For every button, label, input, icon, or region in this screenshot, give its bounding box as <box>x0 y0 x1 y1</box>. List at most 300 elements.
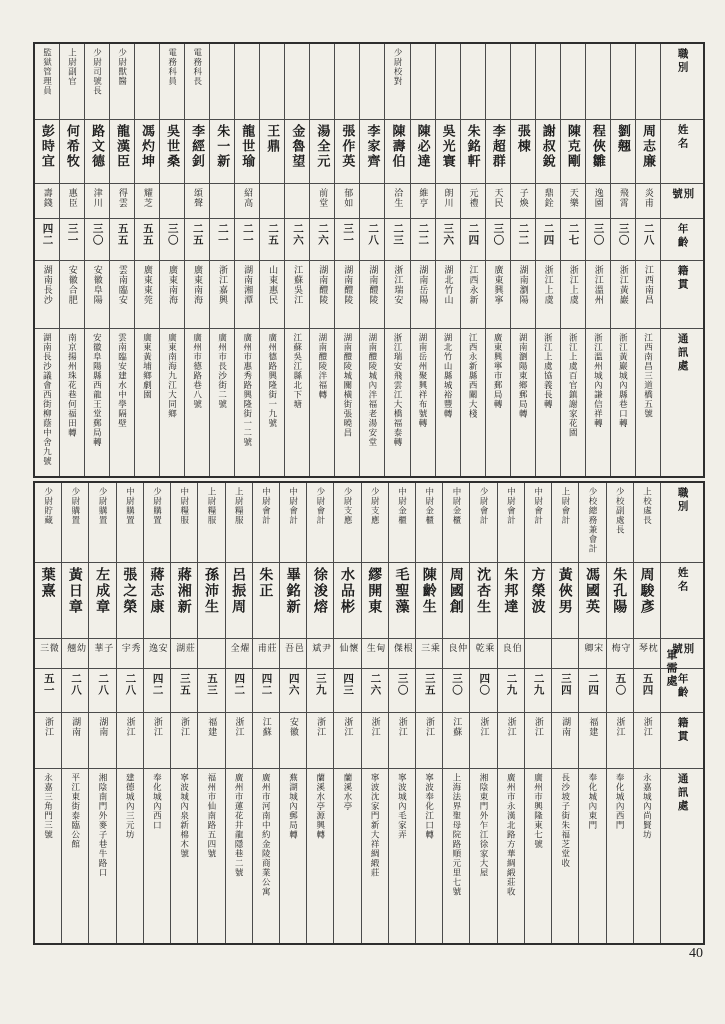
person-column <box>611 44 636 476</box>
person-title: 少尉購置 <box>152 487 163 525</box>
person-title: 少校總務兼會計 <box>588 487 599 554</box>
person-address: 福州市仙南路五四號 <box>206 773 217 859</box>
person-alias: 朗川 <box>443 188 454 208</box>
person-age-cell <box>307 669 333 713</box>
person-title-cell <box>498 483 524 563</box>
person-column <box>285 44 310 476</box>
person-title-cell <box>636 44 660 120</box>
person-age-cell <box>634 669 660 713</box>
person-age: 二八 <box>124 673 137 696</box>
person-title-cell <box>260 44 284 120</box>
person-name: 王鼎 <box>265 124 281 154</box>
person-column <box>307 483 334 943</box>
person-address-cell <box>185 329 209 476</box>
person-column <box>210 44 235 476</box>
person-age: 三五 <box>178 673 191 696</box>
person-age: 三〇 <box>592 223 605 246</box>
person-address: 廣州市德路巷八號 <box>192 333 203 409</box>
person-address: 寧波沈家門新大祥綢緞莊 <box>370 773 381 878</box>
person-alias-cell <box>579 639 605 669</box>
person-alias: 洽生 <box>393 188 404 208</box>
person-name-cell <box>307 563 333 639</box>
person-address: 廣州市興隆東七號 <box>533 773 544 849</box>
person-age: 二八 <box>69 673 82 696</box>
person-address-cell <box>634 769 660 943</box>
person-alias-cell <box>253 639 279 669</box>
person-age-cell <box>461 219 485 261</box>
person-alias: 乘三 <box>420 643 440 653</box>
person-name: 何希牧 <box>64 124 80 169</box>
person-native-cell <box>135 261 159 329</box>
person-column <box>253 483 280 943</box>
person-native-cell <box>470 713 496 769</box>
person-address: 浙江上虞百官鎮謝家花園 <box>568 333 579 438</box>
person-title-cell <box>226 483 252 563</box>
person-name-cell <box>110 120 134 184</box>
person-address-cell <box>160 329 184 476</box>
person-column <box>144 483 171 943</box>
person-column <box>586 44 611 476</box>
person-alias-cell <box>310 184 334 219</box>
person-title: 中尉會計 <box>506 487 517 525</box>
person-age-cell <box>552 669 578 713</box>
person-address: 廣州市長沙街二號 <box>217 333 228 409</box>
person-native-cell <box>634 713 660 769</box>
person-address-cell <box>62 769 88 943</box>
person-alias-cell <box>486 184 510 219</box>
person-age-cell <box>144 669 170 713</box>
person-name: 李經釗 <box>190 124 206 169</box>
person-native: 湖南醴陵 <box>343 265 354 305</box>
person-address: 湖南岳州聚興祥布號轉 <box>418 333 429 428</box>
person-title: 少尉購置 <box>70 487 81 525</box>
person-age: 四六 <box>287 673 300 696</box>
person-native: 湖南瀏陽 <box>518 265 529 305</box>
person-native-cell <box>362 713 388 769</box>
person-alias: 元禮 <box>468 188 479 208</box>
person-age-cell <box>280 669 306 713</box>
person-name-cell <box>360 120 384 184</box>
person-address: 寧波城內泉新棉木號 <box>179 773 190 859</box>
person-alias-cell <box>461 184 485 219</box>
person-name: 左成章 <box>95 567 112 615</box>
person-title-cell <box>89 483 115 563</box>
row-label-name <box>661 120 703 184</box>
person-name: 畢銘新 <box>285 567 302 615</box>
person-alias: 頌聲 <box>192 188 203 208</box>
person-name: 陳必達 <box>415 124 431 169</box>
person-name: 水品彬 <box>340 567 357 615</box>
label-alias-text: 別號 <box>671 643 695 657</box>
person-column <box>525 483 552 943</box>
person-address-cell <box>611 329 635 476</box>
person-title-cell <box>335 44 359 120</box>
person-name: 毛聖藻 <box>394 567 411 615</box>
person-age-cell <box>285 219 309 261</box>
person-age: 三九 <box>314 673 327 696</box>
label-address-text: 通訊處 <box>676 773 689 814</box>
person-name: 葉熹 <box>40 567 57 599</box>
person-column <box>280 483 307 943</box>
person-title: 中尉金櫃 <box>451 487 462 525</box>
person-address: 平江東街泰臨公館 <box>70 773 81 849</box>
person-address: 湖南醴陵城內泮福老湯安堂 <box>367 333 378 447</box>
person-alias: 邑吾 <box>284 643 304 653</box>
person-title-cell <box>210 44 234 120</box>
label-age-text: 年齡 <box>676 673 689 700</box>
person-title-cell <box>634 483 660 563</box>
person-native-cell <box>498 713 524 769</box>
person-name-cell <box>280 563 306 639</box>
person-alias-cell <box>436 184 460 219</box>
person-name: 朱邦達 <box>503 567 520 615</box>
person-native-cell <box>307 713 333 769</box>
page-number: 40 <box>689 946 703 961</box>
person-address-cell <box>636 329 660 476</box>
person-column <box>461 44 486 476</box>
person-alias-cell <box>185 184 209 219</box>
person-address: 奉化城內西口 <box>152 773 163 830</box>
person-address-cell <box>35 769 61 943</box>
person-address: 廣州市永漢北路方華綢緞莊收 <box>506 773 517 897</box>
person-title-cell <box>389 483 415 563</box>
person-name-cell <box>636 120 660 184</box>
person-native: 廣東興寧 <box>493 265 504 305</box>
person-address-cell <box>360 329 384 476</box>
person-age-cell <box>561 219 585 261</box>
person-alias-cell <box>160 184 184 219</box>
person-alias: 秀宇 <box>120 643 141 653</box>
person-title-cell <box>536 44 560 120</box>
person-alias: 根傑 <box>392 643 413 653</box>
row-label-address <box>661 769 703 943</box>
roster-table-top <box>33 42 705 478</box>
person-name-cell <box>144 563 170 639</box>
person-native: 江西南昌 <box>643 265 654 305</box>
person-alias-cell <box>411 184 435 219</box>
person-title-cell <box>385 44 409 120</box>
person-native-cell <box>586 261 610 329</box>
person-address-cell <box>280 769 306 943</box>
person-age-cell <box>235 219 259 261</box>
person-alias-cell <box>117 639 143 669</box>
person-age: 二五 <box>191 223 204 246</box>
person-address-cell <box>561 329 585 476</box>
person-address-cell <box>511 329 535 476</box>
person-alias: 子華 <box>93 643 114 653</box>
person-native: 福建 <box>588 717 599 737</box>
person-native: 浙江 <box>506 717 517 737</box>
person-age-cell <box>579 669 605 713</box>
person-age-cell <box>198 669 224 713</box>
section-label-quartermaster: 軍需處 <box>665 649 677 688</box>
person-address: 江西永新縣西關大棧 <box>468 333 479 419</box>
person-column <box>335 44 360 476</box>
person-native: 湖南湘潭 <box>243 265 254 305</box>
person-name: 馮國英 <box>585 567 601 615</box>
person-native-cell <box>110 261 134 329</box>
person-address-cell <box>210 329 234 476</box>
person-age-cell <box>210 219 234 261</box>
person-native: 浙江 <box>397 717 408 737</box>
person-address: 蘭溪水亭源興轉 <box>315 773 326 840</box>
person-address: 永嘉城內尚賢坊 <box>642 773 653 840</box>
person-column <box>636 44 661 476</box>
person-title: 上校處長 <box>642 487 653 525</box>
person-alias-cell <box>260 184 284 219</box>
person-alias: 逸園 <box>593 188 604 208</box>
roster-table-bottom <box>33 481 705 945</box>
person-title-cell <box>607 483 633 563</box>
person-address: 湖南長沙議會西街柳蔭中舍九號 <box>42 333 53 466</box>
person-address-cell <box>416 769 442 943</box>
person-alias-cell <box>636 184 660 219</box>
row-labels-column-bottom <box>661 483 703 943</box>
person-title: 中尉會計 <box>533 487 544 525</box>
person-column <box>62 483 89 943</box>
person-native-cell <box>561 261 585 329</box>
person-native-cell <box>511 261 535 329</box>
person-alias: 惠臣 <box>67 188 78 208</box>
person-native-cell <box>579 713 605 769</box>
person-column <box>470 483 497 943</box>
person-title-cell <box>436 44 460 120</box>
person-address: 浙江黃巖城內縣巷口轉 <box>618 333 629 428</box>
person-native: 浙江 <box>615 717 626 737</box>
person-address-cell <box>552 769 578 943</box>
person-native: 浙江 <box>180 717 191 737</box>
person-native: 廣東南海 <box>192 265 203 305</box>
person-name: 李超群 <box>490 124 506 169</box>
person-name-cell <box>611 120 635 184</box>
person-name-cell <box>486 120 510 184</box>
person-age: 二二 <box>417 223 430 246</box>
person-name-cell <box>226 563 252 639</box>
person-name-cell <box>253 563 279 639</box>
person-title-cell <box>185 44 209 120</box>
person-native-cell <box>461 261 485 329</box>
person-name-cell <box>470 563 496 639</box>
person-alias: 守梅 <box>610 643 631 653</box>
person-native-cell <box>443 713 469 769</box>
person-title-cell <box>285 44 309 120</box>
person-native: 湖北竹山 <box>443 265 454 305</box>
person-name: 吳光寰 <box>440 124 456 169</box>
person-age: 二八 <box>97 673 110 696</box>
person-title-cell <box>334 483 360 563</box>
person-alias-cell <box>634 639 660 669</box>
person-age: 四三 <box>342 673 355 696</box>
person-alias-cell <box>210 184 234 219</box>
person-name: 蔣湘新 <box>176 567 193 615</box>
person-age-cell <box>117 669 143 713</box>
person-age-cell <box>416 669 442 713</box>
person-alias: 幼翹 <box>66 643 87 653</box>
person-alias-cell <box>561 184 585 219</box>
person-age: 二四 <box>542 223 555 246</box>
person-address-cell <box>60 329 84 476</box>
person-name-cell <box>362 563 388 639</box>
person-native: 浙江 <box>370 717 381 737</box>
person-column <box>561 44 586 476</box>
person-native-cell <box>60 261 84 329</box>
person-title: 少校副處長 <box>615 487 626 535</box>
person-title: 少尉會計 <box>479 487 490 525</box>
person-name-cell <box>335 120 359 184</box>
person-title-cell <box>552 483 578 563</box>
person-native: 浙江嘉興 <box>218 265 229 305</box>
person-alias-cell <box>62 639 88 669</box>
person-age-cell <box>310 219 334 261</box>
person-address: 蕪湖城內郵局轉 <box>288 773 299 840</box>
person-alias-cell <box>60 184 84 219</box>
person-address: 廣東興寧市郵局轉 <box>493 333 504 409</box>
person-native-cell <box>160 261 184 329</box>
person-native-cell <box>198 713 224 769</box>
person-native-cell <box>525 713 551 769</box>
person-name: 呂振周 <box>231 567 248 615</box>
person-native: 廣東東莞 <box>142 265 153 305</box>
person-alias: 鼎銓 <box>543 188 554 208</box>
person-name-cell <box>552 563 578 639</box>
person-native: 浙江 <box>479 717 490 737</box>
person-age: 三一 <box>342 223 355 246</box>
person-address-cell <box>607 769 633 943</box>
person-alias: 宋卿 <box>583 643 604 653</box>
person-title: 中尉會計 <box>288 487 299 525</box>
person-column <box>498 483 525 943</box>
person-age: 四〇 <box>478 673 491 696</box>
person-native: 安徽阜陽 <box>92 265 103 305</box>
person-native-cell <box>486 261 510 329</box>
person-native: 江西永新 <box>468 265 479 305</box>
person-address: 湖南瀏陽東鄉郵局轉 <box>518 333 529 419</box>
person-column <box>185 44 210 476</box>
person-native: 浙江 <box>533 717 544 737</box>
person-address-cell <box>389 769 415 943</box>
person-name-cell <box>117 563 143 639</box>
row-labels-column-top <box>661 44 703 476</box>
person-column <box>607 483 634 943</box>
person-column <box>110 44 135 476</box>
person-name: 李家齊 <box>365 124 381 169</box>
person-title-cell <box>160 44 184 120</box>
person-address: 江西南昌三道橋五號 <box>643 333 654 419</box>
person-address-cell <box>385 329 409 476</box>
person-age: 三六 <box>442 223 455 246</box>
person-title-cell <box>110 44 134 120</box>
person-native: 安徽合肥 <box>67 265 78 305</box>
person-age: 四二 <box>41 223 54 246</box>
person-title-cell <box>586 44 610 120</box>
person-name: 蔣志康 <box>149 567 166 615</box>
person-age-cell <box>611 219 635 261</box>
person-alias-cell <box>110 184 134 219</box>
person-address-cell <box>362 769 388 943</box>
person-address-cell <box>498 769 524 943</box>
person-column <box>416 483 443 943</box>
person-name: 謝叔銳 <box>540 124 556 169</box>
person-name: 朱一新 <box>215 124 231 169</box>
person-title-cell <box>470 483 496 563</box>
label-name-text: 姓名 <box>676 567 689 594</box>
person-name: 龍漢臣 <box>115 124 130 169</box>
person-column <box>310 44 335 476</box>
person-age-cell <box>35 219 59 261</box>
person-name-cell <box>60 120 84 184</box>
person-name-cell <box>586 120 610 184</box>
person-alias-cell <box>85 184 109 219</box>
person-alias: 微三 <box>39 643 59 653</box>
person-alias: 壽錢 <box>42 188 53 208</box>
person-native: 湖南醴陵 <box>368 265 379 305</box>
person-alias: 津川 <box>92 188 103 208</box>
person-name-cell <box>443 563 469 639</box>
person-address: 江蘇吳江縣北下塘 <box>292 333 303 409</box>
person-age-cell <box>411 219 435 261</box>
person-column <box>443 483 470 943</box>
person-title: 少尉司號長 <box>92 48 103 96</box>
person-age: 二六 <box>291 223 304 246</box>
person-native: 廣東南海 <box>167 265 178 305</box>
person-alias-cell <box>389 639 415 669</box>
person-native-cell <box>334 713 360 769</box>
person-native-cell <box>285 261 309 329</box>
person-age-cell <box>525 669 551 713</box>
person-native-cell <box>310 261 334 329</box>
person-alias: 枕琴 <box>637 643 658 653</box>
person-age: 三四 <box>559 673 572 696</box>
person-address: 奉化城內西門 <box>615 773 626 830</box>
person-name-cell <box>198 563 224 639</box>
person-age-cell <box>171 669 197 713</box>
person-address: 長沙坡子街朱福芝堂收 <box>560 773 571 868</box>
person-column <box>536 44 561 476</box>
person-column <box>362 483 389 943</box>
person-age: 五一 <box>42 673 55 696</box>
person-column <box>60 44 85 476</box>
person-address-cell <box>436 329 460 476</box>
person-address-cell <box>260 329 284 476</box>
person-address-cell <box>144 769 170 943</box>
person-name-cell <box>160 120 184 184</box>
person-age-cell <box>160 219 184 261</box>
person-alias-cell <box>511 184 535 219</box>
person-age-cell <box>335 219 359 261</box>
person-name: 馮灼坤 <box>140 124 156 169</box>
person-native-cell <box>636 261 660 329</box>
person-age-cell <box>470 669 496 713</box>
person-native-cell <box>280 713 306 769</box>
person-title: 中尉金櫃 <box>424 487 435 525</box>
person-age: 五〇 <box>614 673 627 696</box>
person-column <box>411 44 436 476</box>
person-address: 廣州市河南中約金陵商業公寓 <box>261 773 272 897</box>
person-address: 廣州市蓮花井龍隱巷二號 <box>234 773 245 878</box>
person-address: 南京揚州珠花巷何福田轉 <box>67 333 78 438</box>
person-address: 奉化城內東門 <box>587 773 598 830</box>
person-native: 湖南 <box>71 717 82 737</box>
person-native-cell <box>389 713 415 769</box>
person-address-cell <box>89 769 115 943</box>
person-name: 黃俠男 <box>557 567 574 615</box>
person-native: 山東惠民 <box>268 265 279 305</box>
person-native-cell <box>85 261 109 329</box>
person-title-cell <box>198 483 224 563</box>
person-address: 廣州德路興隆街一九號 <box>267 333 278 428</box>
person-native-cell <box>552 713 578 769</box>
person-native: 浙江 <box>642 717 653 737</box>
